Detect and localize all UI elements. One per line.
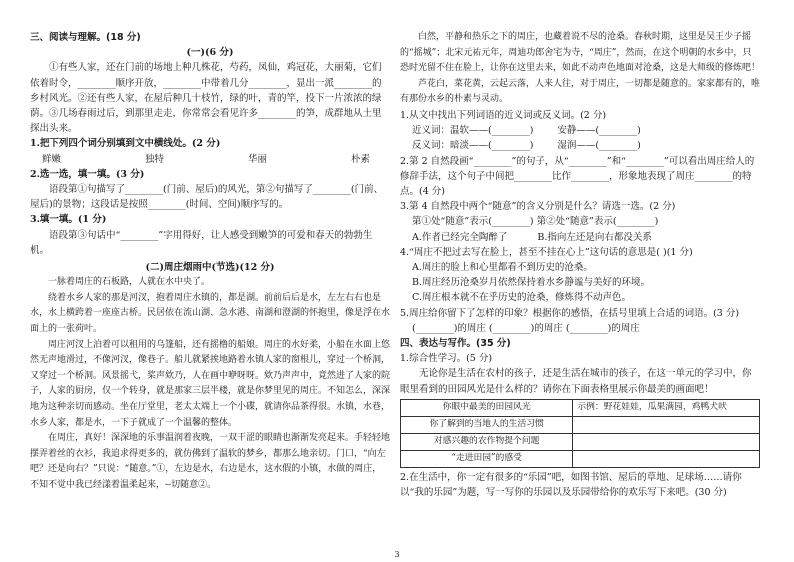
synonym-2: 安静——(________) [557,125,641,137]
table-cell: 对感兴趣的农作物提个问题 [401,433,573,450]
passage-paragraph: 周庄河汊上泊着可以租用的乌篷船，还有摇橹的船娘。周庄的水好柔，小船在水面上悠然无声地滑过，不像河汊，像巷子。船儿就紧挨地路着水镇人家的窗根儿，穿过一个桥洞，又穿过一个桥洞。风景摇弋，桨声欸乃，人在画中咿呀呀。欸乃声声中，竟然进了人家的院子，人家的厨房，仅一个转身，就是那家三层半楼，就是你梦里见的周庄。不知怎么，深深地为这种亲切而感动。坐在厅堂里，老太太端上一个小碟，就请你品茶得很。水镇，水巷，水乡人家，都是水，一下子就成了一个温馨的整体。 [30,339,391,428]
question-r1: 1.从文中找出下列词语的近义词或反义词。(2 分) [400,109,607,121]
section-title-reading: 三、阅读与理解。(18 分) [30,32,141,43]
part2-title: (二)周庄烟雨中(节选)(12 分) [145,262,275,274]
word-bank-item: 独特 [144,153,164,165]
composition-intro: 无论你是生活在农村的孩子，还是生活在城市的孩子，在这一单元的学习中，你眼里看到的田园风光是什么样的？请你在下面表格里展示你最美的画面吧！ [400,368,752,395]
question-1: 1.把下列四个词分别填到文中横线处。(2 分) [30,138,221,150]
composition-q2: 2.在生活中，你一定有很多的“乐园”吧，如图书馆、屋后的草地、足球场……请你以“我的乐园”为题，写一写你的乐园以及乐园带给你的欢乐写下来吧。(30 分) [400,471,742,499]
composition-q1: 1.综合性学习。(5 分) [400,353,493,365]
synonym-row [400,123,760,138]
passage-paragraph: 芦花白，菜花黄，云起云落，人来人往，对于周庄，一切都是随意的。家家都有的，唯有那份水乡的朴素与灵动。 [400,78,761,105]
right-column [400,30,760,500]
question-r3-options [400,230,760,245]
section-title-writing: 四、表达与写作。(35 分) [400,338,511,350]
composition-table [400,399,760,468]
question-2: 2.选一选，填一填。(3 分) [30,168,145,180]
table-row [401,450,760,467]
word-bank [30,152,390,167]
table-row [401,433,760,450]
passage-continued [400,30,760,108]
table-row [401,399,760,416]
question-2-body: 语段第①句描写了________(门前、屋后)的风光，第②句描写了________(门前、屋后)的景物；这段话是按照________(时间、空间)顺序写的。 [30,184,384,211]
passage-paragraph: 白然，平静和热乐之下的周庄，也藏着说不尽的沧桑。春秋时期，这里是吴王少子摇的“摇城”；北宋元祐元年，周迪功郎舍宅为寺，“周庄”，然而，在这个明朝的水乡中，只恐时光留不住在脸上，让你在这里去来，如此不动声色地面对沧桑，这是大师级的修炼吧！ [400,32,761,74]
antonym-1: 反义词：暗淡——(________) [412,140,534,152]
table-cell: 你了解到的当地人的生活习惯 [401,416,573,433]
word-bank-item: 朴素 [350,153,370,165]
passage-zhouzhuang [30,275,390,493]
option-b: B.周庄经历沧桑岁月依然保持着水乡静谧与美好的环境。 [412,277,651,289]
part1-title: (一)(6 分) [186,47,234,59]
table-cell: 你眼中最美的田园风光 [401,399,573,416]
part1-passage: ①有些人家，还在门前的场地上种几株花，芍药，凤仙，鸡冠花，大丽菊，它们依着时令，________顺序开放，________中带着几分________，显出一派________的乡村风光。②还有些人家，在屋后种几十枝竹，绿的叶，青的竿，投下一片浓浓的绿荫。③几场春雨过后，到那里走走，你常常会看见许多________的笋，成群地从土里探出头来。 [30,62,382,135]
question-3-body: 语段第③句话中“________”字用得好，让人感受到嫩笋的可爱和春天的勃勃生机。 [30,229,373,256]
question-r3-blanks: 第①处“随意”表示(________) 第②处“随意”表示(________) [412,216,659,228]
table-cell-answer[interactable] [573,416,760,433]
question-r4: 4.“周庄不把过去写在脸上，甚至不挂在心上”这句话的意思是( )(1 分) [400,246,693,258]
antonym-row [400,138,760,153]
question-r2: 2.第 2 自然段画“________”的句子，从“________”和“________”可以看出周庄给人的修辞手法，这个句子中间把________比作________，形象地表现了周庄________的特点。(4 分) [400,155,755,197]
antonym-2: 湿润——(________) [557,140,641,152]
table-cell-answer[interactable] [573,450,760,467]
option-c: C.周庄根本就不在乎历史的沧桑，修炼得不动声色。 [412,292,631,304]
table-cell[interactable]: 示例：野花娃娃，瓜果满园，鸡鸭犬吠 [573,399,760,416]
table-row [401,416,760,433]
option-a: A.作者已经完全陶醉了 [412,231,508,243]
question-3: 3.填一填。(1 分) [30,214,107,226]
option-b: B.指向左还是向右都没关系 [537,231,652,243]
passage-paragraph: 一脉着周庄的石板路，人就在水中央了。 [48,277,211,288]
synonym-1: 近义词：温软——(________) [412,125,534,137]
question-r5: 5.周庄给你留下了怎样的印象？根据你的感悟，在括号里填上合适的词语。(3 分) [400,307,740,319]
page-number: 3 [394,550,400,559]
table-cell-answer[interactable] [573,433,760,450]
option-a: A.周庄的脸上和心里都看不到历史的沧桑。 [412,262,593,273]
table-cell: “走进田园”的感受 [401,450,573,467]
word-bank-item: 华丽 [247,153,267,165]
passage-paragraph: 在周庄，真好！深深地的乐事温润着夜晚，一双干涩的眼睛也渐渐发亮起来。手轻轻地摆弄着丝的衣衫，我追求得更多的，就仿佛到了温软的梦乡，都那么地亲切。门口，“向左吧？还是向右？”只说：“随意。”①，左边是水，右边是水，这水假的小镇，水做的周庄，不知不觉中我已经漾着温柔起来，--切随意②。 [30,433,391,490]
passage-paragraph: 绕着水乡人家的那是河汊，抱着周庄水镇的，都是湖。前前后后是水，左左右右也是水，水上横跨着一座座古桥。民居依在流山湖、急水港、南湖和澄湖的怀抱里，像是浮在水面上的一张荷叶。 [30,292,391,335]
left-column [30,30,390,494]
word-bank-item: 鲜嫩 [42,153,62,165]
question-r5-blanks: (________)的周庄 (________)的周庄 (________)的周庄 [412,322,640,334]
question-r3: 3.第 4 自然段中两个“随意”的含义分别是什么？请选一选。(2 分) [400,201,676,213]
